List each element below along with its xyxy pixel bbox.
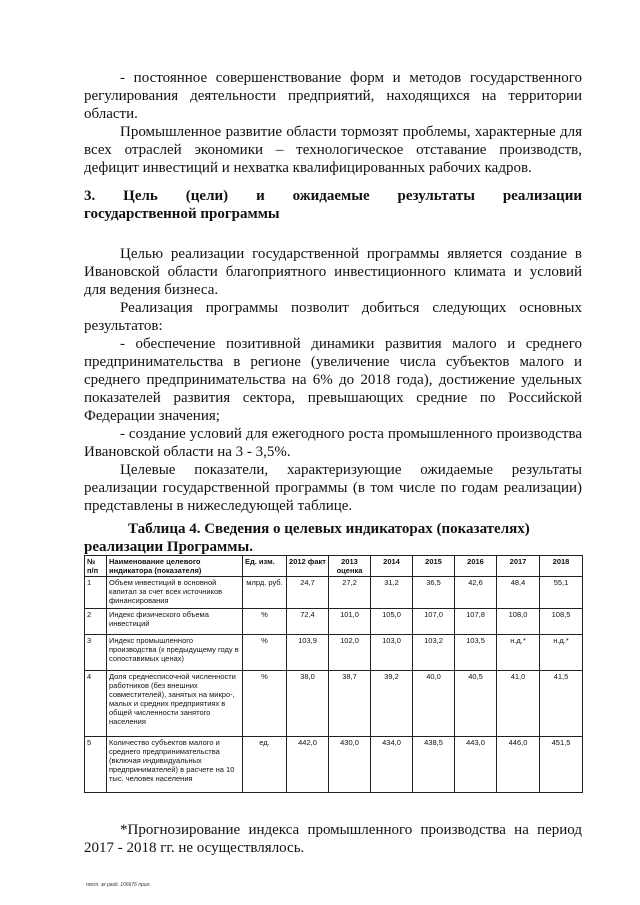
header-2017: 2017 [497, 556, 540, 577]
paragraph-regulation: - постоянное совершенствование форм и методов государственного регулирования деятельности предприятий, находящихся на территории области. [84, 70, 582, 122]
header-2013: 2013 оценка [329, 556, 371, 577]
paragraph-industrial-problems: Промышленное развитие области тормозят проблемы, характерные для всех отраслей экономики – технологическое отставание производств, дефицит инвестиций и нехватка квалифицированных рабочих кадров. [84, 124, 582, 176]
table-title-line2: реализации Программы. [84, 539, 253, 555]
footnote: *Прогнозирование индекса промышленного производства на период 2017 - 2018 гг. не осуществлялось. [84, 822, 582, 856]
paragraph-results-intro: Реализация программы позволит добиться следующих основных результатов: [84, 300, 582, 334]
header-2018: 2018 [540, 556, 583, 577]
header-name: Наименование целевого индикатора (показателя) [107, 556, 243, 577]
paragraph-result-industry: - создание условий для ежегодного роста промышленного производства Ивановской области на 3 - 3,5%. [84, 426, 582, 460]
header-2016: 2016 [455, 556, 497, 577]
header-num: № п/п [85, 556, 107, 577]
header-2014: 2014 [371, 556, 413, 577]
section-heading: 3. Цель (цели) и ожидаемые результаты реализации государственной программы [84, 188, 582, 222]
section-number: 3. [84, 188, 96, 204]
header-2015: 2015 [413, 556, 455, 577]
registration-stamp: пост. зк разд. 106676 прил. [86, 882, 151, 888]
table-row: 4 Доля среднесписочной численности работников (без внешних совместителей), занятых на микро-, малых и средних предприятиях в общей численности занятого населения % 38,0 38,7 39,2 40,0 40,5 41,0 41,5 [85, 671, 583, 737]
table-row: 1 Объем инвестиций в основной капитал за счет всех источников финансирования млрд. руб. 24,7 27,2 31,2 36,5 42,6 48,4 55,1 [85, 577, 583, 609]
paragraph-target-indicators: Целевые показатели, характеризующие ожидаемые результаты реализации государственной программы (в том числе по годам реализации) представлены в нижеследующей таблице. [84, 462, 582, 514]
table-row: 2 Индекс физического объема инвестиций % 72,4 101,0 105,0 107,0 107,8 108,0 108,5 [85, 609, 583, 635]
section-heading-line2: государственной программы [84, 206, 280, 222]
table-header-row [85, 556, 583, 577]
paragraph-goal: Целью реализации государственной программы является создание в Ивановской области благоприятного инвестиционного климата и условий для ведения бизнеса. [84, 246, 582, 298]
table-title [84, 520, 582, 556]
header-2012: 2012 факт [287, 556, 329, 577]
table-title-line1: Таблица 4. Сведения о целевых индикаторах (показателях) [128, 521, 530, 537]
table-row: 3 Индекс промышленного производства (к предыдущему году в сопоставимых ценах) % 103,9 102,0 103,0 103,2 103,5 н.д.* н.д.* [85, 635, 583, 671]
indicators-table [84, 555, 583, 793]
table-row: 5 Количество субъектов малого и среднего предпринимательства (включая индивидуальных предпринимателей) в расчете на 10 тыс. человек населения ед. 442,0 430,0 434,0 438,5 443,0 446,0 451,5 [85, 737, 583, 793]
paragraph-result-sme: - обеспечение позитивной динамики развития малого и среднего предпринимательства в регионе (увеличение числа субъектов малого и среднего предпринимательства на 6% до 2018 года), достижение удельных показателей развития сектора, превышающих средние по Российской Федерации значения; [84, 336, 582, 424]
header-unit: Ед. изм. [243, 556, 287, 577]
